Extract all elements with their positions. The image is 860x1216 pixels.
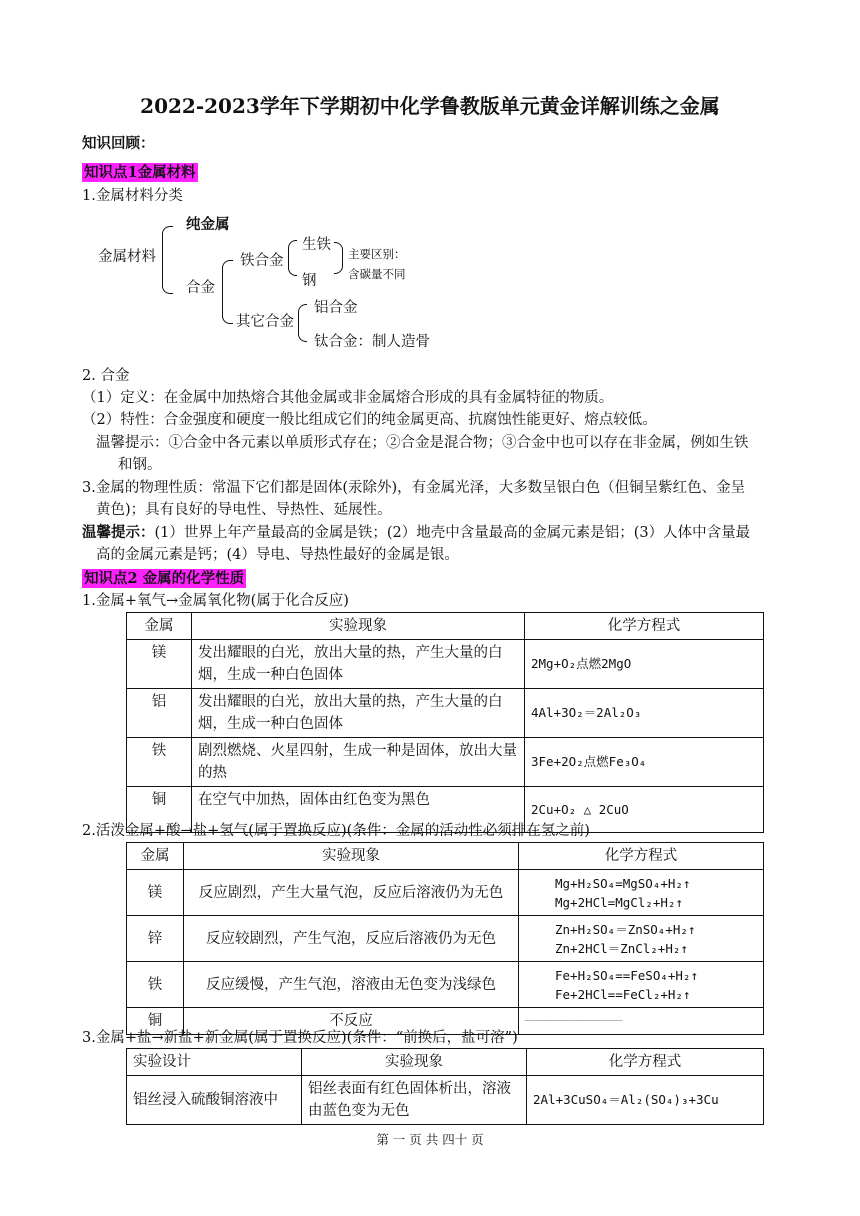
- acid-reaction-table: [126, 842, 764, 1035]
- diagram-iron-alloy: 铁合金: [240, 253, 284, 269]
- kp2-section1: 1.金属+氧气→金属氧化物(属于化合反应): [82, 593, 349, 609]
- phenomenon-cell: 反应缓慢，产生气泡，溶液由无色变为浅绿色: [184, 962, 519, 1008]
- table-header: 实验设计: [127, 1049, 302, 1076]
- phenomenon-cell: 不反应: [184, 1008, 519, 1035]
- table-row: [127, 689, 764, 738]
- table-header: 金属: [127, 843, 184, 870]
- phenomenon-cell: 发出耀眼的白光，放出大量的热，产生大量的白烟，生成一种白色固体: [192, 640, 525, 689]
- metal-cell: 铁: [127, 962, 184, 1008]
- diagram-al-alloy: 铝合金: [314, 300, 358, 316]
- table-header-row: [127, 613, 764, 640]
- table-row: [127, 640, 764, 689]
- equation-line: Fe+2HCl==FeCl₂+H₂↑: [555, 986, 691, 1002]
- page-title: 2022-2023学年下学期初中化学鲁教版单元黄金详解训练之金属: [140, 94, 720, 118]
- kp2-label: 知识点2 金属的化学性质: [84, 570, 245, 587]
- diagram-other-alloy: 其它合金: [236, 314, 294, 330]
- diagram-steel: 钢: [302, 273, 317, 289]
- diagram-carbon-diff: 含碳量不同: [348, 267, 406, 281]
- kp1-item3: 3.金属的物理性质：常温下它们都是固体(汞除外)，有金属光泽，大多数呈银白色（但铜呈紫红色、金呈: [82, 480, 746, 496]
- table-row: [127, 1076, 764, 1125]
- equation-cell: 2Mg+O₂点燃2MgO: [525, 640, 764, 689]
- table-row: [127, 738, 764, 787]
- diagram-alloy: 合金: [186, 280, 215, 296]
- phenomenon-cell: 剧烈燃烧、火星四射，生成一种是固体，放出大量的热: [192, 738, 525, 787]
- kp1-item1: 1.金属材料分类: [82, 188, 183, 204]
- kp1-prop: （2）特性：合金强度和硬度一般比组成它们的纯金属更高、抗腐蚀性能更好、熔点较低。: [82, 412, 657, 428]
- equation-line: Zn+H₂SO₄＝ZnSO₄+H₂↑: [555, 921, 696, 937]
- diagram-ti-alloy: 钛合金：制人造骨: [314, 334, 430, 350]
- table-header-row: [127, 1049, 764, 1076]
- diagram-pure: 纯金属: [186, 216, 230, 233]
- table-header: 化学方程式: [527, 1049, 764, 1076]
- table-header: 实验现象: [184, 843, 519, 870]
- diagram-root: 金属材料: [98, 249, 156, 265]
- table-row: [127, 870, 764, 916]
- equation-cell: 2Al+3CuSO₄＝Al₂(SO₄)₃+3Cu: [527, 1076, 764, 1125]
- kp2-section2: 2.活泼金属+酸→盐+氢气(属于置换反应)(条件：金属的活动性必须排在氢之前): [82, 823, 590, 839]
- diagram-main-diff: 主要区别：: [348, 247, 406, 261]
- kp1-item3b: 黄色)；具有良好的导电性、导热性、延展性。: [96, 502, 392, 518]
- table-row: [127, 962, 764, 1008]
- table-header: 化学方程式: [525, 613, 764, 640]
- brace-icon: [288, 240, 297, 276]
- kp1-label: 知识点1金属材料: [84, 164, 196, 181]
- diagram-pig-iron: 生铁: [302, 237, 331, 253]
- equation-cell: 2Cu+O₂ △ 2CuO: [525, 787, 764, 833]
- brace-icon: [334, 242, 343, 274]
- metal-cell: 铜: [127, 787, 192, 833]
- phenomenon-cell: 反应较剧烈，产生气泡，反应后溶液仍为无色: [184, 916, 519, 962]
- metal-cell: 铜: [127, 1008, 184, 1035]
- phenomenon-cell: 铝丝表面有红色固体析出，溶液由蓝色变为无色: [302, 1076, 527, 1125]
- equation-line: Zn+2HCl＝ZnCl₂+H₂↑: [555, 940, 688, 956]
- kp1-tip2b: 高的金属元素是钙；(4）导电、导热性最好的金属是银。: [96, 547, 459, 563]
- design-cell: 铝丝浸入硫酸铜溶液中: [127, 1076, 302, 1125]
- equation-line: Mg+H₂SO₄=MgSO₄+H₂↑: [555, 875, 691, 891]
- kp1-tip1b: 和钢。: [118, 457, 162, 473]
- page-footer: 第 一 页 共 四十 页: [376, 1132, 484, 1147]
- kp1-tip1: 温馨提示：①合金中各元素以单质形式存在；②合金是混合物；③合金中也可以存在非金属，例如生铁: [96, 435, 749, 451]
- equation-line: ——————————————————: [519, 1008, 764, 1035]
- salt-reaction-table: [126, 1048, 764, 1125]
- table-header: 化学方程式: [519, 843, 764, 870]
- table-row: [127, 916, 764, 962]
- kp1-item2: 2. 合金: [82, 368, 130, 384]
- review-heading: 知识回顾：: [82, 135, 155, 152]
- equation-cell: 3Fe+2O₂点燃Fe₃O₄: [525, 738, 764, 787]
- table-header: 实验现象: [302, 1049, 527, 1076]
- metal-cell: 锌: [127, 916, 184, 962]
- kp2-section3: 3.金属+盐→新盐+新金属(属于置换反应)(条件：“前换后，盐可溶”): [82, 1030, 518, 1046]
- kp1-tip2-label: 温馨提示：: [82, 524, 155, 541]
- kp1-tip2: (1）世界上年产量最高的金属是铁；(2）地壳中含量最高的金属元素是铝；(3）人体中含量最: [154, 525, 751, 541]
- brace-icon: [162, 226, 173, 294]
- brace-icon: [222, 260, 233, 324]
- metal-cell: 铝: [127, 689, 192, 738]
- brace-icon: [298, 304, 307, 342]
- equation-line: Fe+H₂SO₄==FeSO₄+H₂↑: [555, 967, 698, 983]
- phenomenon-cell: 发出耀眼的白光，放出大量的热，产生大量的白烟，生成一种白色固体: [192, 689, 525, 738]
- oxygen-reaction-table: [126, 612, 764, 833]
- phenomenon-cell: 反应剧烈，产生大量气泡，反应后溶液仍为无色: [184, 870, 519, 916]
- table-header: 金属: [127, 613, 192, 640]
- phenomenon-cell: 在空气中加热，固体由红色变为黑色: [192, 787, 525, 833]
- equation-cell: 4Al+3O₂＝2Al₂O₃: [525, 689, 764, 738]
- kp1-def: （1）定义：在金属中加热熔合其他金属或非金属熔合形成的具有金属特征的物质。: [82, 390, 614, 406]
- metal-cell: 铁: [127, 738, 192, 787]
- metal-cell: 镁: [127, 870, 184, 916]
- table-header-row: [127, 843, 764, 870]
- metal-cell: 镁: [127, 640, 192, 689]
- equation-line: Mg+2HCl=MgCl₂+H₂↑: [555, 894, 683, 910]
- table-header: 实验现象: [192, 613, 525, 640]
